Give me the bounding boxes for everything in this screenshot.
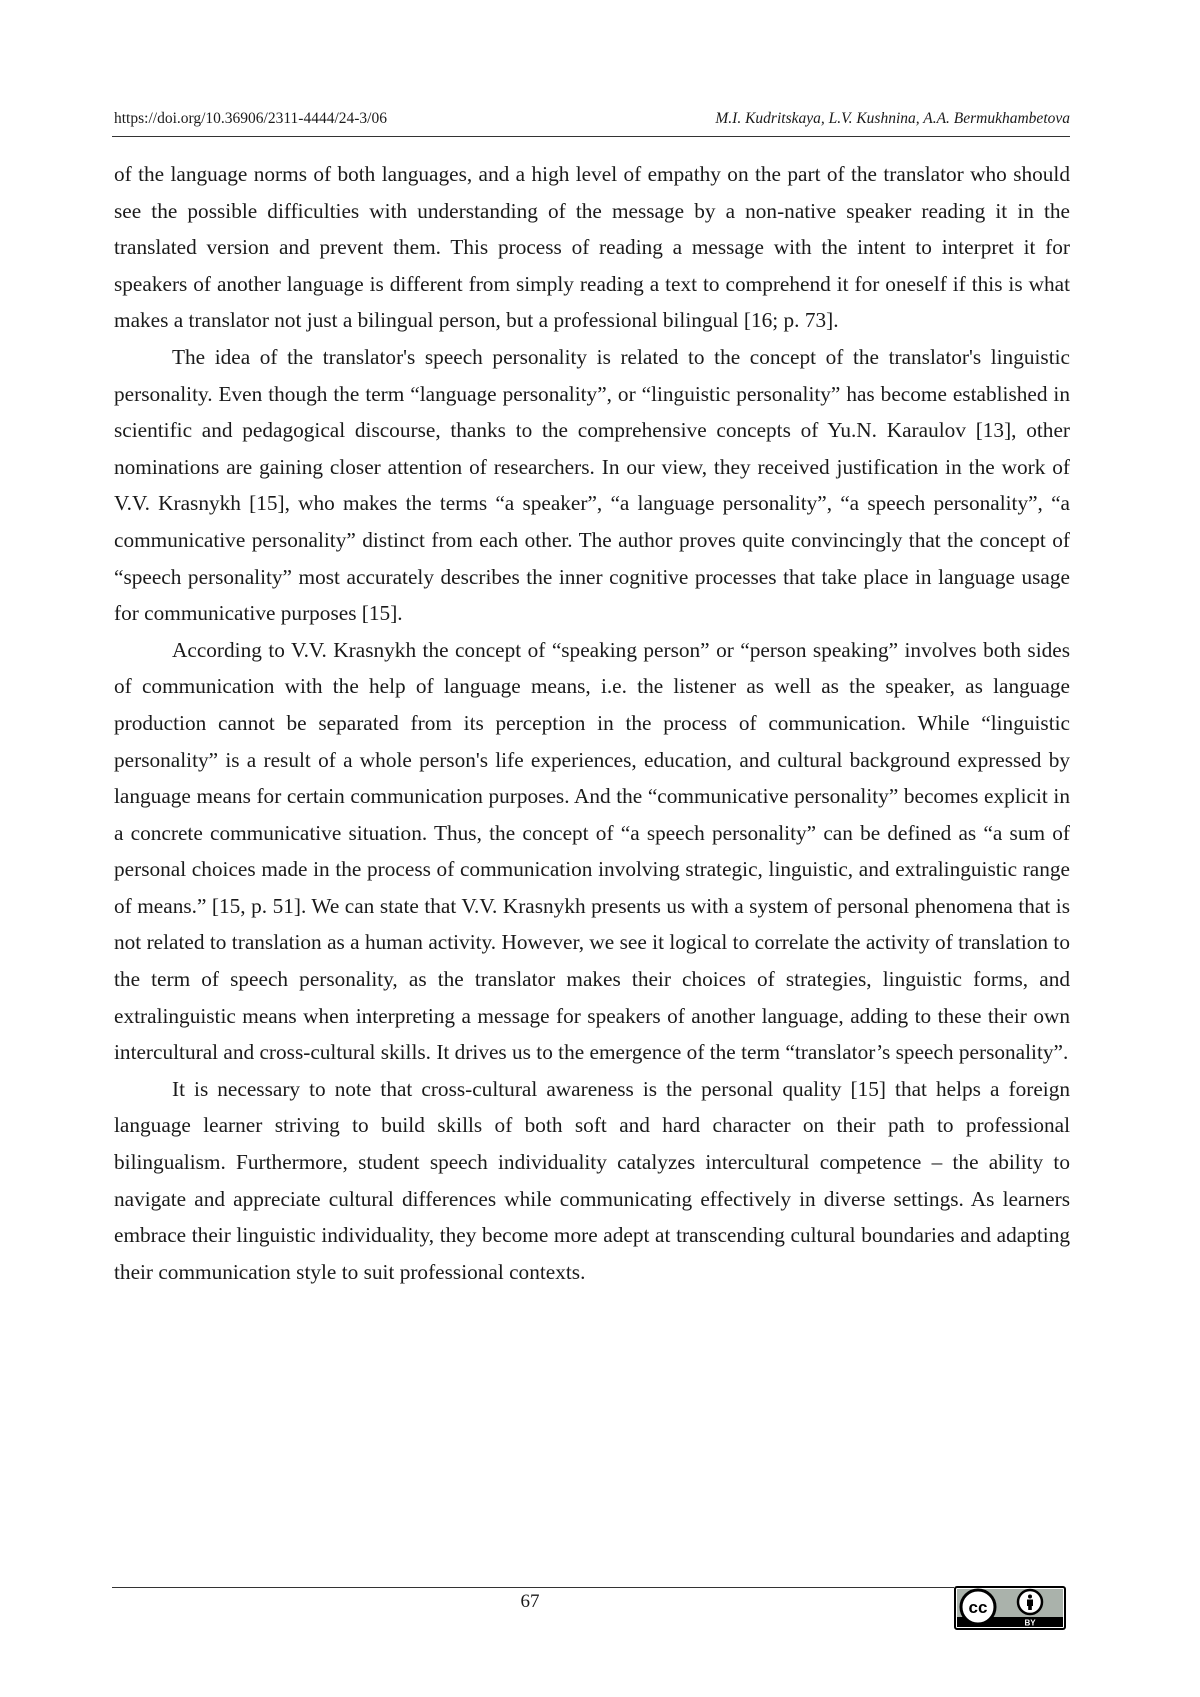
- doi-link[interactable]: https://doi.org/10.36906/2311-4444/24-3/06: [114, 110, 387, 127]
- creative-commons-icon: [961, 1590, 995, 1624]
- cc-by-license-badge[interactable]: [954, 1586, 1066, 1630]
- license-label: BY: [1024, 1618, 1036, 1628]
- header-divider: [112, 136, 1070, 137]
- paragraph-cross-cultural: It is necessary to note that cross-cultural awareness is the personal quality [15] that helps a foreign language learner striving to build skills of both soft and hard character on their path to professional bilingualism. Furthermore, student speech individuality catalyzes intercultural competence – the ability to navigate and appreciate cultural differences while communicating effectively in diverse settings. As learners embrace their linguistic individuality, they become more adept at transcending cultural boundaries and adapting their communication style to suit professional contexts.: [114, 1076, 1070, 1284]
- article-body: [114, 156, 1070, 1290]
- authors-line: M.I. Kudritskaya, L.V. Kushnina, A.A. Bermukhambetova: [715, 110, 1070, 127]
- footer-divider: [112, 1587, 954, 1588]
- attribution-person-icon: [1018, 1590, 1042, 1614]
- svg-text:cc: cc: [968, 1598, 988, 1617]
- paragraph-speech-personality: The idea of the translator's speech personality is related to the concept of the translator's linguistic personality. Even though the term “language personality”, or “linguistic personality” has become established in scientific and pedagogical discourse, thanks to the comprehensive concepts of Yu.N. Karaulov [13], other nominations are gaining closer attention of researchers. In our view, they received justification in the work of V.V. Krasnykh [15], who makes the terms “a speaker”, “a language personality”, “a speech personality”, “a communicative personality” distinct from each other. The author proves quite convincingly that the concept of “speech personality” most accurately describes the inner cognitive processes that take place in language usage for communicative purposes [15].: [114, 344, 1070, 626]
- paragraph-krasnykh: According to V.V. Krasnykh the concept of “speaking person” or “person speaking” involves both sides of communication with the help of language means, i.e. the listener as well as the speaker, as language production cannot be separated from its perception in the process of communication. While “linguistic personality” is a result of a whole person's life experiences, education, and cultural background expressed by language means for certain communication purposes. And the “communicative personality” becomes explicit in a concrete communicative situation. Thus, the concept of “a speech personality” can be defined as “a sum of personal choices made in the process of communication involving strategic, linguistic, and extralinguistic range of means.” [15, p. 51]. We can state that V.V. Krasnykh presents us with a system of personal phenomena that is not related to translation as a human activity. However, we see it logical to correlate the activity of translation to the term of speech personality, as the translator makes their choices of strategies, linguistic forms, and extralinguistic means when interpreting a message for speakers of another language, adding to these their own intercultural and cross-cultural skills. It drives us to the emergence of the term “translator’s speech personality”.: [114, 637, 1070, 1065]
- running-header: [114, 100, 1070, 128]
- paragraph-continuation: of the language norms of both languages, and a high level of empathy on the part of the translator who should see the possible difficulties with understanding of the message by a non-native speaker reading it in the translated version and prevent them. This process of reading a message with the intent to interpret it for speakers of another language is different from simply reading a text to comprehend it for oneself if this is what makes a translator not just a bilingual person, but a professional bilingual [16; p. 73].: [114, 162, 1070, 333]
- page-number: 67: [520, 1591, 540, 1612]
